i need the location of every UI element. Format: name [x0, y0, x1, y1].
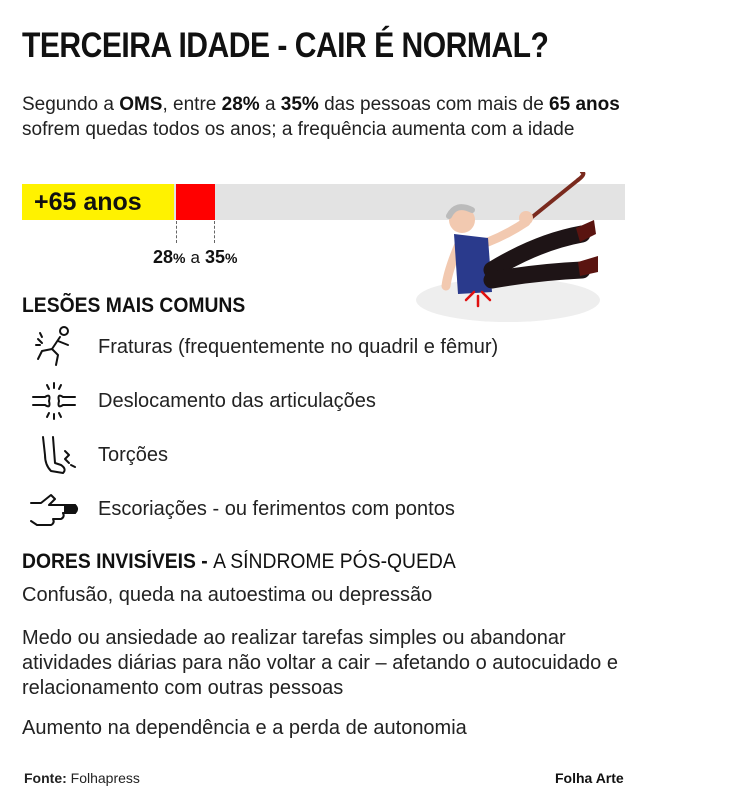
tick-high: [214, 221, 215, 243]
range-label: 28% a 35%: [153, 247, 238, 267]
sprain-icon: [26, 433, 82, 477]
fracture-icon: [26, 325, 82, 369]
bandaged-hand-icon: [26, 487, 82, 531]
joint-dislocation-icon: [26, 379, 82, 423]
source-footer: Fonte: Folhapress: [24, 770, 140, 786]
injury-item: [26, 325, 498, 369]
intro-pct-low: 28%: [221, 94, 260, 115]
symptom-item: Medo ou ansiedade ao realizar tarefas simples ou abandonar atividades diárias para não voltar a cair – afetando o autocuidado e relacionamento com outras pessoas: [22, 627, 618, 699]
symptom-item: Aumento na dependência e a perda de autonomia: [22, 717, 467, 739]
intro-oms: OMS: [119, 94, 163, 115]
injury-label: Torções: [98, 443, 169, 466]
symptom-item: Confusão, queda na autoestima ou depressão: [22, 584, 433, 606]
injury-label: Fraturas (frequentemente no quadril e fêmur): [98, 335, 499, 358]
page-title: TERCEIRA IDADE - CAIR É NORMAL?: [22, 26, 549, 65]
injuries-heading: LESÕES MAIS COMUNS: [22, 294, 246, 317]
injury-item: [26, 379, 376, 423]
tick-low: [176, 221, 177, 243]
falling-elderly-man-illustration: [408, 172, 628, 332]
intro-pct-high: 35%: [280, 94, 319, 115]
intro-age: 65 anos: [549, 94, 620, 115]
bar-label: +65 anos: [22, 184, 174, 220]
intro-text: Segundo a OMS, entre 28% a 35% das pessoas com mais de 65 anos sofrem quedas todos os anos; a frequência aumenta com a idade: [22, 94, 620, 140]
invisible-pain-heading: DORES INVISÍVEIS - A SÍNDROME PÓS-QUEDA: [22, 550, 456, 573]
injury-item: [26, 487, 455, 531]
credit-footer: Folha Arte: [555, 770, 624, 786]
injury-label: Deslocamento das articulações: [98, 389, 376, 412]
injury-label: Escoriações - ou ferimentos com pontos: [98, 497, 455, 520]
injury-item: [26, 433, 168, 477]
bar-range-28-35: [176, 184, 215, 220]
